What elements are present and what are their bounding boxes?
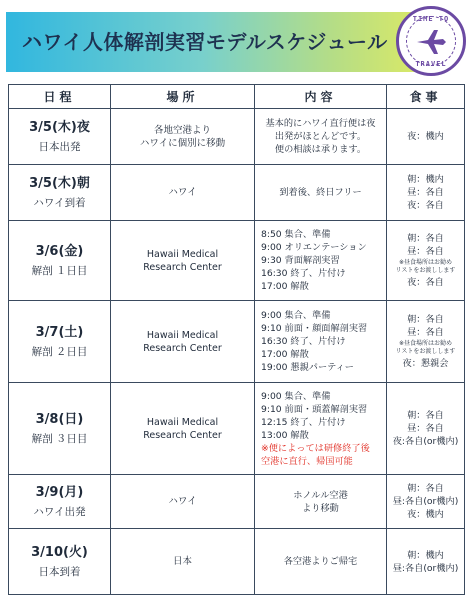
meal-line: 昼：各自	[407, 246, 444, 257]
meal-cell	[387, 301, 465, 383]
meal-line: 夜：各自	[407, 200, 444, 211]
content-cell	[255, 165, 387, 221]
meal-line: 夜:各自(or機内)	[392, 436, 459, 447]
meal-line: 夜：懇親会	[402, 358, 449, 369]
content-line: 基本的にハワイ直行便は夜	[265, 118, 376, 129]
stamp-text-bottom: TRAVEL	[415, 60, 447, 68]
meal-line: 朝：機内	[407, 174, 444, 185]
content-line: より移動	[302, 502, 339, 514]
content-cell	[255, 383, 387, 475]
header-content: 内容	[255, 85, 387, 109]
meal-line: 昼:各自(or機内)	[392, 496, 459, 507]
place-cell	[111, 165, 255, 221]
place-cell	[111, 109, 255, 165]
meal-line: 昼:各自(or機内)	[392, 562, 459, 574]
place-line: Hawaii Medical	[146, 329, 219, 341]
stamp-text-top: TIME TO	[412, 15, 450, 23]
meal-line: 昼：各自	[407, 327, 444, 338]
schedule-table	[8, 84, 465, 595]
content-line: 9:10 前面・頭蓋解剖実習	[261, 403, 368, 415]
date-cell	[9, 221, 111, 301]
meal-line: 朝：機内	[407, 549, 444, 561]
content-line: 9:00 オリエンテーション	[261, 242, 367, 253]
schedule-row	[9, 529, 465, 595]
date-sub-label: 日本到着	[38, 565, 81, 578]
date-sub-label: 日本出発	[38, 140, 81, 153]
airplane-icon	[415, 29, 447, 55]
content-line: 便の相談は承ります。	[274, 144, 367, 155]
place-line: Research Center	[143, 342, 222, 354]
date-label: 3/6(金)	[35, 243, 84, 259]
place-cell	[111, 221, 255, 301]
content-line: 出発がほとんどです。	[274, 131, 367, 142]
content-line: 9:30 背面解剖実習	[261, 255, 340, 266]
table-header-row	[9, 85, 465, 109]
meal-note-line: ※昼食場所はお勧め	[398, 340, 453, 347]
meal-line: 夜：機内	[407, 509, 444, 520]
meal-line: 夜：機内	[407, 131, 444, 142]
date-cell	[9, 301, 111, 383]
place-cell	[111, 529, 255, 595]
schedule-row	[9, 475, 465, 529]
meal-cell	[387, 529, 465, 595]
date-cell	[9, 109, 111, 165]
content-cell	[255, 109, 387, 165]
meal-line: 朝：各自	[407, 314, 444, 325]
meal-cell	[387, 109, 465, 165]
content-line: 9:00 集合、準備	[261, 310, 331, 321]
schedule-row	[9, 165, 465, 221]
content-line: 16:30 終了、片付け	[261, 268, 346, 279]
place-line: 日本	[172, 556, 192, 567]
date-label: 3/10(火)	[31, 544, 88, 560]
content-cell	[255, 475, 387, 529]
content-line: 9:00 集合、準備	[261, 390, 331, 402]
content-line: 9:10 前面・顔面解剖実習	[261, 323, 368, 334]
content-line: 17:00 解散	[261, 281, 309, 292]
schedule-row	[9, 383, 465, 475]
schedule-row	[9, 109, 465, 165]
place-line: Hawaii Medical	[146, 416, 219, 428]
meal-line: 朝：各自	[407, 483, 444, 494]
travel-stamp-logo	[396, 6, 466, 76]
meal-cell	[387, 383, 465, 475]
date-label: 3/7(土)	[35, 324, 84, 340]
date-sub-label: ハワイ到着	[33, 196, 86, 209]
meal-line: 朝：各自	[407, 233, 444, 244]
title-banner	[6, 12, 442, 72]
date-sub-label: 解剖 １日目	[31, 264, 88, 277]
date-cell	[9, 165, 111, 221]
page-title: ハワイ人体解剖実習モデルスケジュール	[22, 30, 388, 54]
place-line: Research Center	[143, 429, 222, 441]
place-cell	[111, 383, 255, 475]
meal-line: 夜：各自	[407, 277, 444, 288]
content-line: 19:00 懇親パーティー	[261, 362, 354, 373]
meal-note	[389, 259, 462, 275]
content-cell	[255, 221, 387, 301]
place-line: ハワイに個別に移動	[139, 137, 226, 149]
schedule-row	[9, 221, 465, 301]
date-label: 3/5(木)朝	[29, 175, 90, 191]
meal-note-line: ※昼食場所はお勧め	[398, 259, 453, 266]
meal-note-line: リストをお渡しします	[395, 348, 456, 355]
content-line: 各空港よりご帰宅	[283, 556, 358, 567]
content-cell	[255, 301, 387, 383]
date-cell	[9, 529, 111, 595]
content-cell	[255, 529, 387, 595]
content-warning-line: ※便によっては研修終了後	[261, 442, 370, 454]
meal-note-line: リストをお渡しします	[395, 267, 456, 274]
place-line: Research Center	[143, 261, 222, 273]
place-line: ハワイ	[168, 496, 197, 507]
date-cell	[9, 383, 111, 475]
place-line: 各地空港より	[153, 124, 211, 136]
date-label: 3/9(月)	[35, 484, 84, 500]
content-line: 到着後、終日フリー	[279, 187, 362, 198]
content-line: 16:30 終了、片付け	[261, 336, 346, 347]
header-meal: 食事	[387, 85, 465, 109]
date-label: 3/8(日)	[35, 411, 84, 427]
place-cell	[111, 475, 255, 529]
meal-cell	[387, 475, 465, 529]
place-cell	[111, 301, 255, 383]
header-date: 日程	[9, 85, 111, 109]
place-line: ハワイ	[168, 187, 197, 198]
date-sub-label: 解剖 ３日目	[31, 432, 88, 445]
header-place: 場所	[111, 85, 255, 109]
meal-line: 昼：各自	[407, 187, 444, 198]
content-line: 17:00 解散	[261, 349, 309, 360]
content-line: 13:00 解散	[261, 429, 309, 441]
date-cell	[9, 475, 111, 529]
date-label: 3/5(木)夜	[29, 119, 90, 135]
date-sub-label: ハワイ出発	[33, 505, 86, 518]
place-line: Hawaii Medical	[146, 248, 219, 260]
meal-note	[389, 340, 462, 356]
meal-cell	[387, 221, 465, 301]
meal-line: 朝：各自	[407, 410, 444, 421]
content-warning-line: 空港に直行、帰国可能	[261, 455, 353, 467]
date-sub-label: 解剖 ２日目	[31, 345, 88, 358]
content-line: 8:50 集合、準備	[261, 229, 331, 240]
content-line: 12:15 終了、片付け	[261, 416, 346, 428]
content-line: ホノルル空港	[293, 489, 348, 501]
meal-line: 昼：各自	[407, 423, 444, 434]
schedule-row	[9, 301, 465, 383]
meal-cell	[387, 165, 465, 221]
